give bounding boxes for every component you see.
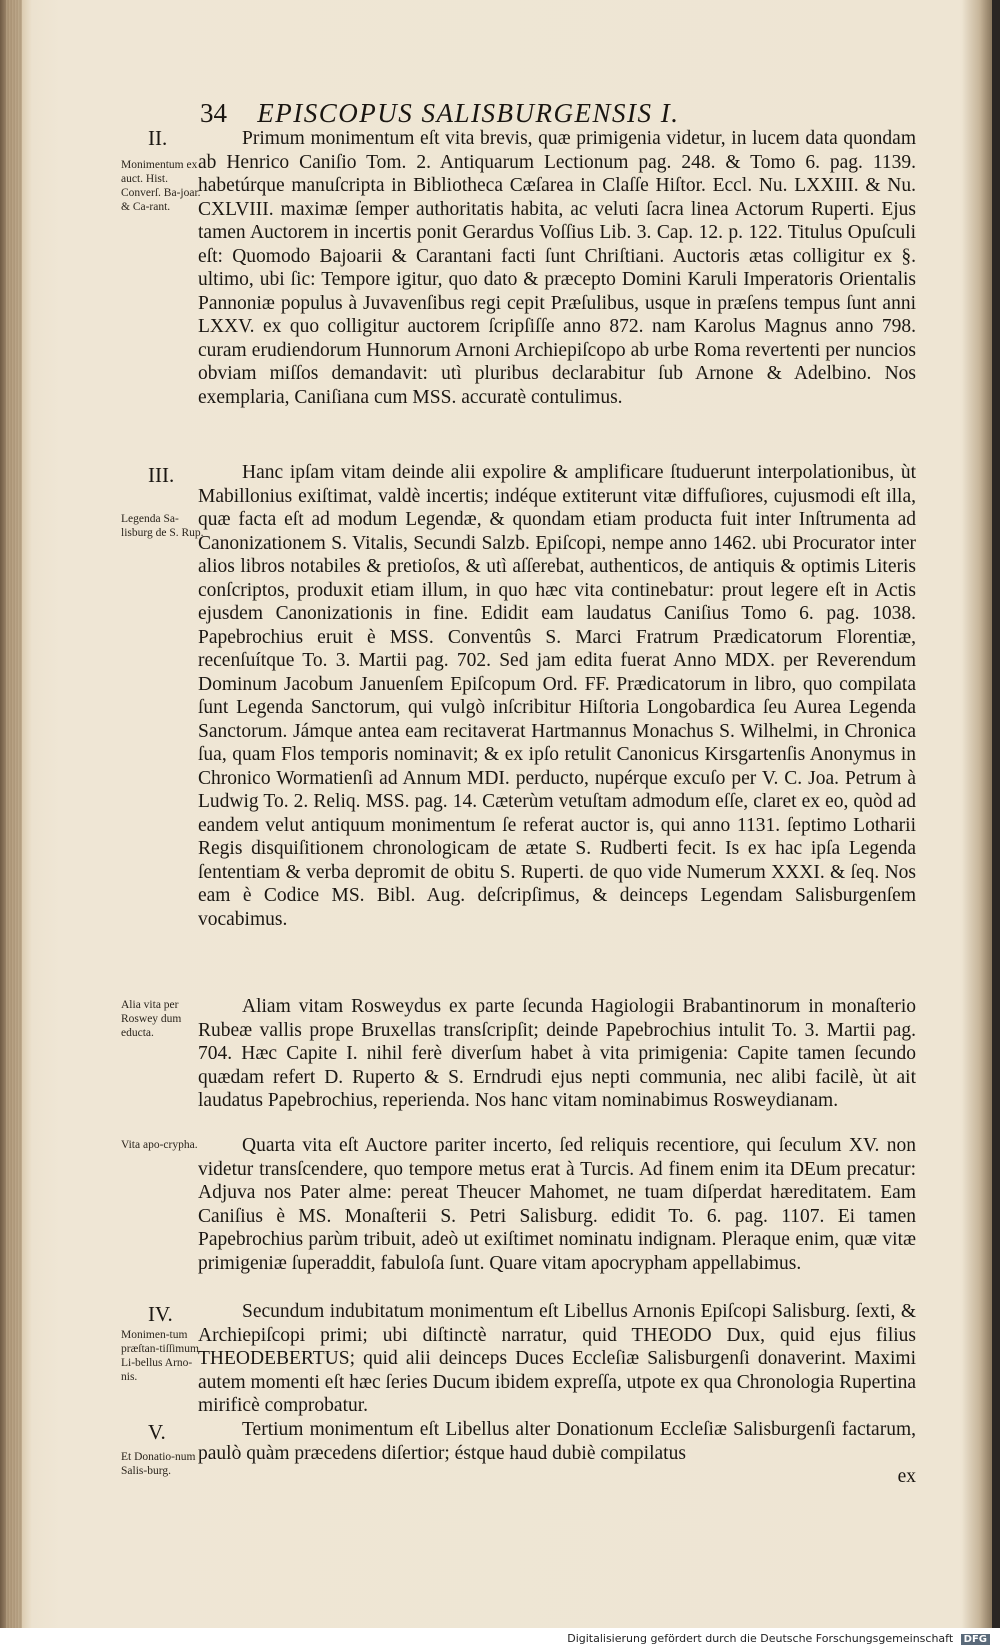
running-header <box>200 98 900 129</box>
paragraph-alia-vita-text: Aliam vitam Rosweydus ex parte ſecunda Hagiologii Brabantinorum in monaſterio Rubeæ vallis prope Bruxellas transſcripſit; deinde Papebrochius intulit To. 3. Martii pag. 704. Hæc Capite I. nihil ferè diverſum habet à vita primigenia: Capite tamen ſecundo quædam refert D. Ruperto & S. Erndrudi ejus nepti communia, nec alibi facilè, ùt ait laudatus Papebrochius, reperienda. Nos hanc vitam nominabimus Rosweydianam. <box>198 996 916 1111</box>
section-numeral-ii: II. <box>148 126 168 150</box>
page-edge-right <box>962 0 992 1628</box>
paragraph-ii-text: Primum monimentum eſt vita brevis, quæ primigenia videtur, in lucem data quondam ab Henrico Caniſio Tom. 2. Antiquarum Lectionum pag. 248. & Tomo 6. pag. 1139. habetúrque manuſcripta in Bibliotheca Cæſarea in Claſſe Hiſtor. Eccl. Nu. LXXIII. & Nu. CXLVIII. maximæ ſemper authoritatis habita, ac veluti ſacra linea Actorum Ruperti. Ejus tamen Auctorem in incertis ponit Gerardus Voſſius Lib. 3. Cap. 12. p. 122. Titulus Opuſculi eſt: Quomodo Bajoarii & Carantani facti ſunt Chriſtiani. Auctoris ætas colligitur ex §. ultimo, ubi ſic: Tempore igitur, quo dato & præcepto Domini Karuli Imperatoris Orientalis Pannoniæ populus à Juvavenſibus regi cepit Præſulibus, usque in præſens tempus ſunt anni LXXV. ex quo colligitur auctorem ſcripſiſſe anno 872. nam Karolus Magnus anno 798. curam erudiendorum Hunnorum Arnoni Archiepiſcopo ab urbe Roma revertenti per nuncios obviam miſſos demandavit: utì pluribus declarabitur ſub Arnone & Adelbino. Nos exemplaria, Caniſiana cum MSS. accuratè contulimus. <box>198 128 916 408</box>
section-numeral-iv: IV. <box>148 1302 173 1326</box>
paragraph-v <box>198 1418 916 1489</box>
margin-note-iv: Monimen-tum præſtan-tiſſimum Li-bellus Arno-nis. <box>121 1329 199 1383</box>
margin-note-alia-vita: Alia vita per Roswey dum educta. <box>121 999 182 1039</box>
margin-note-v: Et Donatio-num Salis-burg. <box>121 1451 196 1477</box>
section-numeral-v: V. <box>148 1420 166 1444</box>
paragraph-alia-vita <box>198 995 916 1113</box>
paragraph-iii-text: Hanc ipſam vitam deinde alii expolire & amplificare ſtuduerunt interpolationibus, ùt Mabillonius exiſtimat, valdè incertis; indéque extiterunt vitæ diffuſiores, cujusmodi eſt illa, quæ facta eſt ad modum Legendæ, & quondam etiam producta fuit inter Inſtrumenta ad Canonizationem S. Vitalis, Secundi Salzb. Epiſcopi, nempe anno 1462. ubi Procurator inter alios libros notabiles & pretioſos, & utì aſſerebat, authenticos, de antiquis & optimis Literis conſcriptos, produxit etiam illum, in quo hæc vita continebatur: prout legere eſt in Actis ejusdem Canonizationis in fine. Edidit eam laudatus Caniſius Tomo 6. pag. 1038. Papebrochius eruit è MSS. Conventûs S. Marci Fratrum Prædicatorum Florentiæ, recenſuítque To. 3. Martii pag. 702. Sed jam edita fuerat Anno MDX. per Reverendum Dominum Jacobum Januenſem Epiſcopum Ord. FF. Prædicatorum in libro, quo compilata ſunt Legenda Sanctorum, qui vulgò inſcribitur Hiſtoria Longobardica ſeu Aurea Legenda Sanctorum. Jámque antea eam recitaverat Hartmannus Monachus S. Wilhelmi, in Chronica ſua, quam Flos temporis nominavit; & ex ipſo retulit Canonicus Kirsgartenſis Anonymus in Chronico Wormatienſi ad Annum MDI. perducto, nupérque excuſo per V. C. Joa. Petrum à Ludwig To. 2. Reliq. MSS. pag. 14. Cæterùm vetuſtam admodum eſſe, claret ex eo, quòd ad eandem velut antiquum monimentum ſe referat auctor is, qui anno 1131. ſeptimo Lotharii Regis disquiſitionem chronologicam de ætate S. Rudberti fecit. Is ex hac ipſa Legenda ſententiam & verba depromit de obitu S. Ruperti. de quo vide Numerum XXXI. & ſeq. Nos eam è Codice MS. Bibl. Aug. deſcripſimus, & deinceps Legendam Salisburgenſem vocabimus. <box>198 462 916 930</box>
margin-note-vita-apocrypha: Vita apo-crypha. <box>121 1139 198 1151</box>
paragraph-vita-apocrypha-text: Quarta vita eſt Auctore pariter incerto, ſed reliquis recentiore, qui ſeculum XV. non videtur transſcendere, quo tempore metus erat à Turcis. Ad finem enim ita DEum precatur: Adjuva nos Pater alme: pereat Theucer Mahomet, ne tuam diſperdat hæreditatem. Eam Caniſius è MS. Monaſterii S. Petri Salisburg. edidit To. 6. pag. 1107. Ei tamen Papebrochius parùm tribuit, adeò ut exiſtimet nominatu indignam. Pleraque enim, quæ vitæ primigeniæ ſuperaddit, fabuloſa ſunt. Quare vitam apocrypham appellabimus. <box>198 1135 916 1274</box>
margin-note-iii: Legenda Sa-lisburg de S. Rup. <box>121 513 204 539</box>
dfg-logo-icon: DFG <box>961 1634 990 1645</box>
page-edge-left <box>6 0 22 1628</box>
footer-credit <box>567 1632 990 1645</box>
paragraph-v-text: Tertium monimentum eſt Libellus alter Donationum Eccleſiæ Salisburgenſi factarum, paulò quàm præcedens diſertior; éstque haud dubiè compilatus <box>198 1419 916 1464</box>
section-numeral-iii: III. <box>148 463 175 487</box>
running-title: EPISCOPUS SALISBURGENSIS I. <box>257 98 680 128</box>
paragraph-iii <box>198 461 916 931</box>
paragraph-ii <box>198 127 916 409</box>
footer-text: Digitalisierung gefördert durch die Deutsche Forschungsgemeinschaft <box>567 1632 954 1645</box>
catchword: ex <box>897 1466 916 1487</box>
page-number: 34 <box>200 98 227 128</box>
paragraph-iv <box>198 1300 916 1418</box>
paragraph-iv-text: Secundum indubitatum monimentum eſt Libellus Arnonis Epiſcopi Salisburg. ſexti, & Archiepiſcopi primi; ubi diſtinctè narratur, quid THEODO Dux, quid ejus filius THEODEBERTUS; quid alii deinceps Duces Eccleſiæ Salisburgenſi donaverint. Maximi autem momenti eſt hæc ſeries Ducum ibidem expreſſa, utpote ex qua Chronologia Rupertina mirificè comprobatur. <box>198 1301 916 1416</box>
paragraph-vita-apocrypha <box>198 1134 916 1275</box>
margin-note-ii: Monimentum ex auct. Hist. Converſ. Ba-joar. & Ca-rant. <box>121 159 201 213</box>
